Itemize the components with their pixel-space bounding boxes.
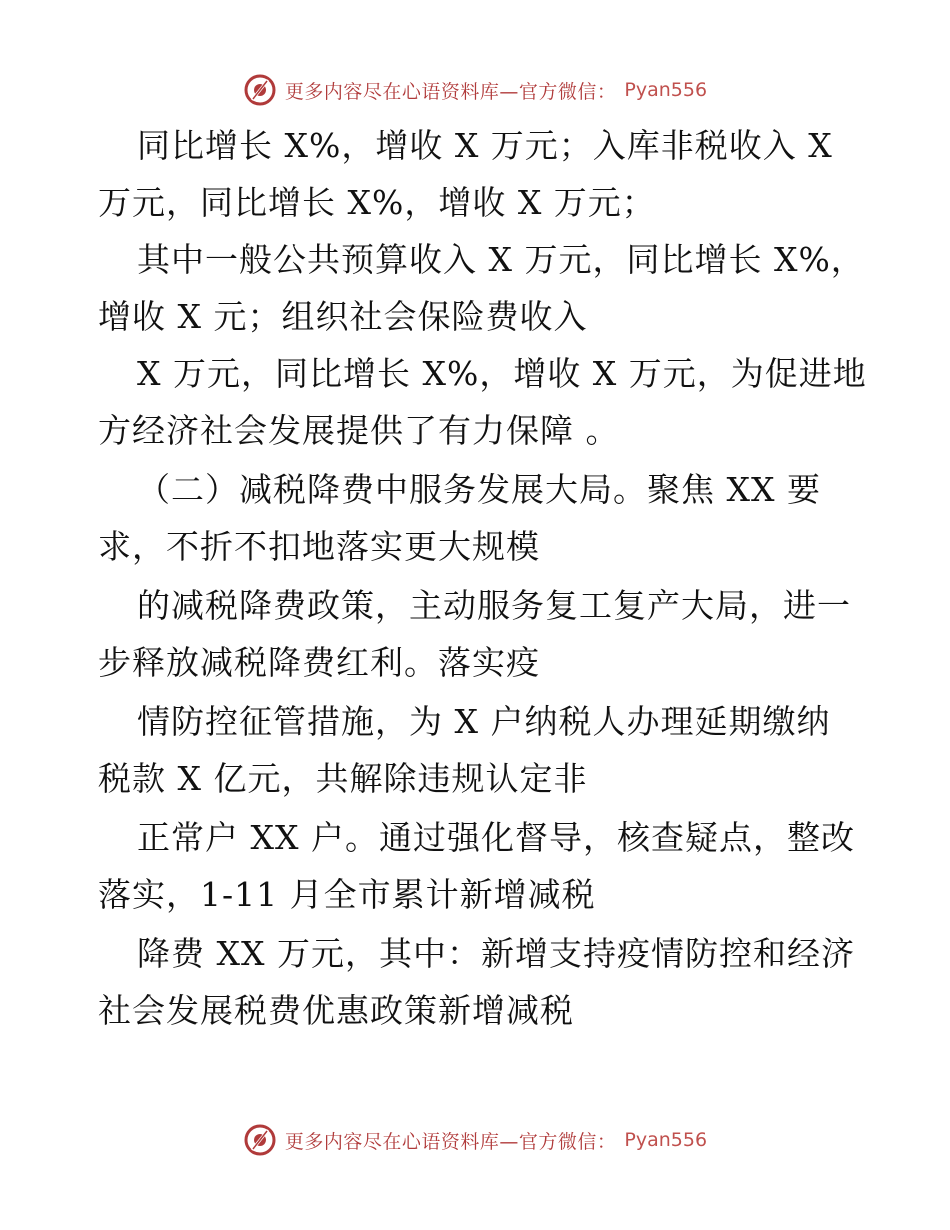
brand-logo-icon: [243, 73, 277, 107]
body-line-3: 其中一般公共预算收入 X 万元，同比增长 X%，: [137, 240, 865, 279]
body-line-4: 增收 X 元；组织社会保险费收入: [98, 297, 588, 336]
footer-watermark: [0, 1120, 950, 1160]
body-line-12: 税款 X 亿元，共解除违规认定非: [98, 759, 588, 798]
body-line-8: 求，不折不扣地落实更大规模: [98, 527, 540, 566]
body-line-13: 正常户 XX 户。通过强化督导，核查疑点，整改: [137, 818, 855, 857]
body-line-5: X 万元，同比增长 X%，增收 X 万元，为促进地: [137, 354, 867, 393]
body-line-15: 降费 XX 万元，其中：新增支持疫情防控和经济: [137, 934, 855, 973]
body-line-9: 的减税降费政策，主动服务复工复产大局，进一: [137, 586, 851, 625]
body-line-7: （二）减税降费中服务发展大局。聚焦 XX 要: [137, 470, 821, 509]
body-line-10: 步释放减税降费红利。落实疫: [98, 643, 540, 682]
body-line-11: 情防控征管措施，为 X 户纳税人办理延期缴纳: [137, 702, 831, 741]
brand-logo-icon: [243, 1123, 277, 1157]
watermark-text: 更多内容尽在心语资料库—官方微信：: [284, 80, 617, 103]
body-line-14: 落实，1-11 月全市累计新增减税: [98, 875, 596, 914]
watermark-handle: Pyan556: [624, 79, 708, 101]
watermark-text: 更多内容尽在心语资料库—官方微信：: [284, 1130, 617, 1153]
body-line-6: 方经济社会发展提供了有力保障 。: [98, 411, 620, 450]
body-line-2: 万元，同比增长 X%，增收 X 万元；: [98, 183, 656, 222]
body-line-1: 同比增长 X%，增收 X 万元；入库非税收入 X: [137, 126, 833, 165]
header-watermark: [0, 70, 950, 110]
body-line-16: 社会发展税费优惠政策新增减税: [98, 991, 574, 1030]
watermark-handle: Pyan556: [624, 1129, 708, 1151]
